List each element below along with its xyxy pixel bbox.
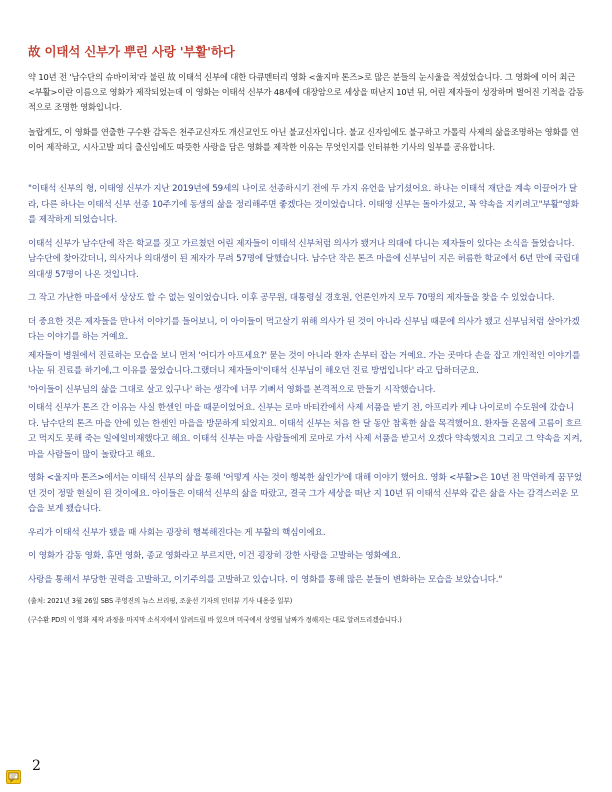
comment-icon[interactable] bbox=[6, 770, 21, 784]
interview-paragraph: 그 작고 가난한 마을에서 상상도 할 수 없는 일이었습니다. 이후 공무원, 대통령실 경호원, 언론인까지 모두 70명의 제자들을 찾을 수 있었습니다. bbox=[28, 293, 555, 303]
screening-note: (구수환 PD의 이 영화 제작 과정을 마지막 소식지에서 알려드릴 바 있으며 미국에서 상영될 날짜가 정해지는 대로 알려드리겠습니다.) bbox=[28, 616, 402, 624]
interview-paragraph: "이태석 신부의 형, 이태영 신부가 지난 2019년에 59세의 나이로 선종하시기 전에 두 가지 유언을 남기셨어요. 하나는 이태석 재단을 계속 이끌어가 달라, 다른 하나는 이태석 신부 선종 10주기에 동생의 삶을 정리해주면 좋겠다는 것이었습니다. 이태영 신부는 돌아가셨고, 꼭 약속을 지키려고"부활"영화를 제작하게 되었습니다. bbox=[28, 184, 579, 225]
intro-paragraph-2: 놀랍게도, 이 영화를 연출한 구수환 감독은 천주교신자도 개신교인도 아닌 불교신자입니다. 불교 신자임에도 불구하고 가톨릭 사제의 삶을조명하는 영화를 연이어 제작하고, 시사고발 피디 출신임에도 따뜻한 사랑을 담은 영화를 제작한 이유는 무엇인지를 인터뷰한 기사의 일부를 공유합니다. bbox=[28, 127, 579, 152]
interview-paragraph: 우리가 이태석 신부가 됐을 때 사회는 굉장히 행복해진다는 게 부활의 핵심이에요. bbox=[28, 527, 326, 538]
interview-paragraph: 이태석 신부가 남수단에 작은 학교를 짓고 가르쳤던 어린 제자들이 이태석 신부처럼 의사가 됐거나 의대에 다니는 제자들이 있다는 소식을 들었습니다. 남수단에 찾아갔더니, 의사거나 의대생이 된 제자가 무려 57명에 달했습니다. 남수단 작은 톤즈 마을에 신부님이 지은 허름한 학교에서 6년 만에 국립대 의대생 57명이 나온 것입니다. bbox=[28, 238, 580, 280]
source-note: (출처: 2021년 3월 26일 SBS 주영진의 뉴스 브리핑, 조윤선 기자의 인터뷰 기사 내용중 일부) bbox=[28, 597, 293, 605]
interview-paragraph: 제자들이 병원에서 진료하는 모습을 보니 먼저 '어디가 아프세요?' 묻는 것이 아니라 환자 손부터 잡는 거예요. 가는 곳마다 손을 잡고 개인적인 이야기를 나눈 뒤 진료를 하기에,그 이유를 물었습니다.그랬더니 제자들이'이태석 신부님이 해오던 진료 방법입니다' 라고 답하더군요. bbox=[28, 350, 581, 376]
interview-paragraph: 더 중요한 것은 제자들을 만나서 이야기를 들어보니, 이 아이들이 먹고살기 위해 의사가 된 것이 아니라 신부님 때문에 의사가 됐고 신부님처럼 살아가겠다는 이야기를 하는 거예요. bbox=[28, 316, 580, 342]
interview-paragraph: 영화 <울지마 톤즈>에서는 이태석 신부의 삶을 통해 '어떻게 사는 것이 행복한 삶인가'에 대해 이야기 했어요. 영화 <부활>은 10년 전 막연하게 꿈꾸었던 것이 정말 현실이 된 것이에요. 아이들은 이태석 신부의 삶을 따랐고, 결국 그가 세상을 떠난 지 10년 뒤 이태석 신부와 같은 삶을 사는 감격스러운 모습을 보게 됐습니다. bbox=[28, 473, 582, 514]
interview-paragraph: '아이들이 신부님의 삶을 그대로 살고 있구나' 하는 생각에 너무 기뻐서 영화를 본격적으로 만들기 시작했습니다. bbox=[28, 384, 436, 395]
interview-quote bbox=[28, 182, 584, 634]
interview-paragraph: 사랑을 통해서 부당한 권력을 고발하고, 이기주의를 고발하고 있습니다. 이 영화를 통해 많은 분들이 변화하는 모습을 보았습니다." bbox=[28, 574, 503, 585]
comment-icon-glyph bbox=[7, 771, 20, 783]
intro-paragraph-1: 약 10년 전 '남수단의 슈바이쳐'라 불린 故 이태석 신부에 대한 다큐멘터리 영화 <울지마 톤즈>로 많은 분들의 눈시울을 적셨었습니다. 그 영화에 이어 최근 <부활>이란 이름으로 영화가 제작되었는데 이 영화는 이태석 신부가 48세에 대장암으로 세상을 떠난지 10년 뒤, 어린 제자들이 성장하며 벌어진 기적을 감동적으로 조명한 영화입니다. bbox=[28, 72, 584, 112]
article-title: 故 이태석 신부가 뿌린 사랑 '부활'하다 bbox=[28, 44, 235, 59]
interview-paragraph: 이 영화가 감동 영화, 휴먼 영화, 종교 영화라고 부르지만, 이건 굉장히 강한 사랑을 고발하는 영화예요. bbox=[28, 551, 401, 561]
interview-paragraph: 이태석 신부가 톤즈 간 이유는 사실 한센인 마을 때문이었어요. 신부는 로마 바티칸에서 사제 서품을 받기 전, 아프리카 케냐 나이로비 수도원에 갔습니다. 남수단의 톤즈 마을 안에 있는 한센인 마을을 방문하게 되었지요. 이태석 신부는 처음 한 달 동안 참혹한 삶을 목격했어요. 환자들 온몸에 고름이 흐르고 먹지도 못해 죽는 일에일비재했다고 해요. 이태석 신부는 마을 사람들에게 로마로 가서 사제 서품을 받고서 오겠다 약속했지요 그리고 그 약속을 지켜, 마을 사람들이 많이 놀랐다고 해요. bbox=[28, 403, 583, 460]
intro-paragraph-1-block bbox=[28, 70, 584, 115]
page-number: 2 bbox=[32, 758, 41, 774]
intro-paragraph-2-block bbox=[28, 125, 584, 155]
